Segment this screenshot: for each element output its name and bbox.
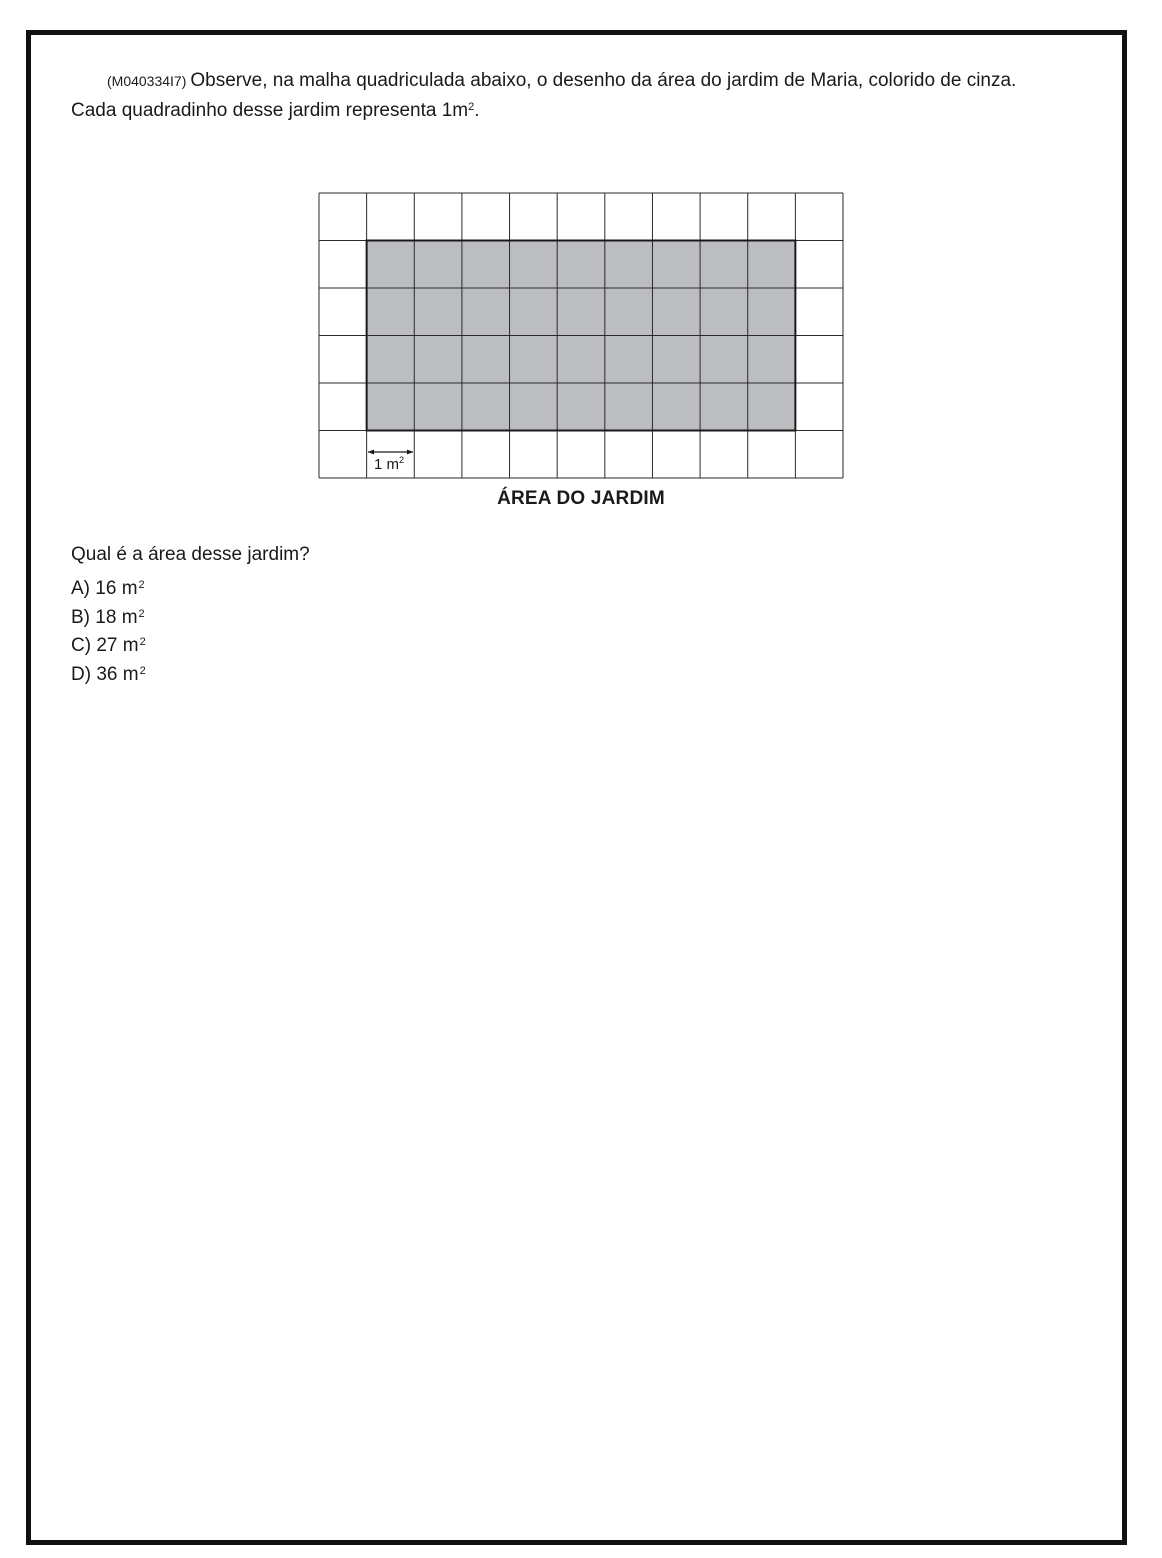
option-b[interactable] [71, 606, 146, 635]
scale-arrow-right-head [407, 450, 413, 455]
unit-sentence: Cada quadradinho desse jardim representa 1m [71, 100, 469, 121]
option-value: 16 m [95, 578, 138, 599]
option-exponent: 2 [138, 579, 145, 591]
unit-exponent: 2 [468, 101, 475, 113]
grid-lines [319, 193, 843, 478]
figure-caption: ÁREA DO JARDIM [497, 488, 665, 509]
scale-label [374, 456, 404, 474]
question-line-2 [71, 96, 1101, 125]
question-text: Observe, na malha quadriculada abaixo, o desenho da área do jardim de Maria, colorido de cinza. [190, 70, 1017, 91]
scale-arrow-left-head [368, 450, 374, 455]
option-exponent: 2 [139, 636, 146, 648]
scale-arrow [368, 450, 413, 455]
option-a[interactable] [71, 577, 146, 606]
question-line-1 [71, 66, 1101, 96]
garden-grid [318, 192, 844, 479]
option-value: 18 m [95, 606, 138, 628]
scale-label-exponent: 2 [399, 455, 405, 465]
garden-grid-figure [318, 192, 844, 479]
option-exponent: 2 [138, 607, 145, 620]
scale-label-text: 1 m [374, 456, 400, 473]
option-letter: D) [71, 663, 92, 685]
answer-options [71, 577, 146, 691]
option-value: 36 m [96, 663, 139, 685]
option-c[interactable] [71, 634, 146, 663]
option-letter: C) [71, 635, 92, 656]
item-code: (M040334I7) [107, 73, 187, 89]
option-value: 27 m [96, 635, 139, 656]
option-d[interactable] [71, 663, 146, 692]
option-letter: B) [71, 606, 90, 628]
unit-sentence-end: . [474, 100, 480, 121]
option-letter: A) [71, 578, 90, 599]
question-statement [71, 66, 1101, 125]
option-exponent: 2 [139, 664, 146, 677]
question-prompt: Qual é a área desse jardim? [71, 544, 310, 565]
